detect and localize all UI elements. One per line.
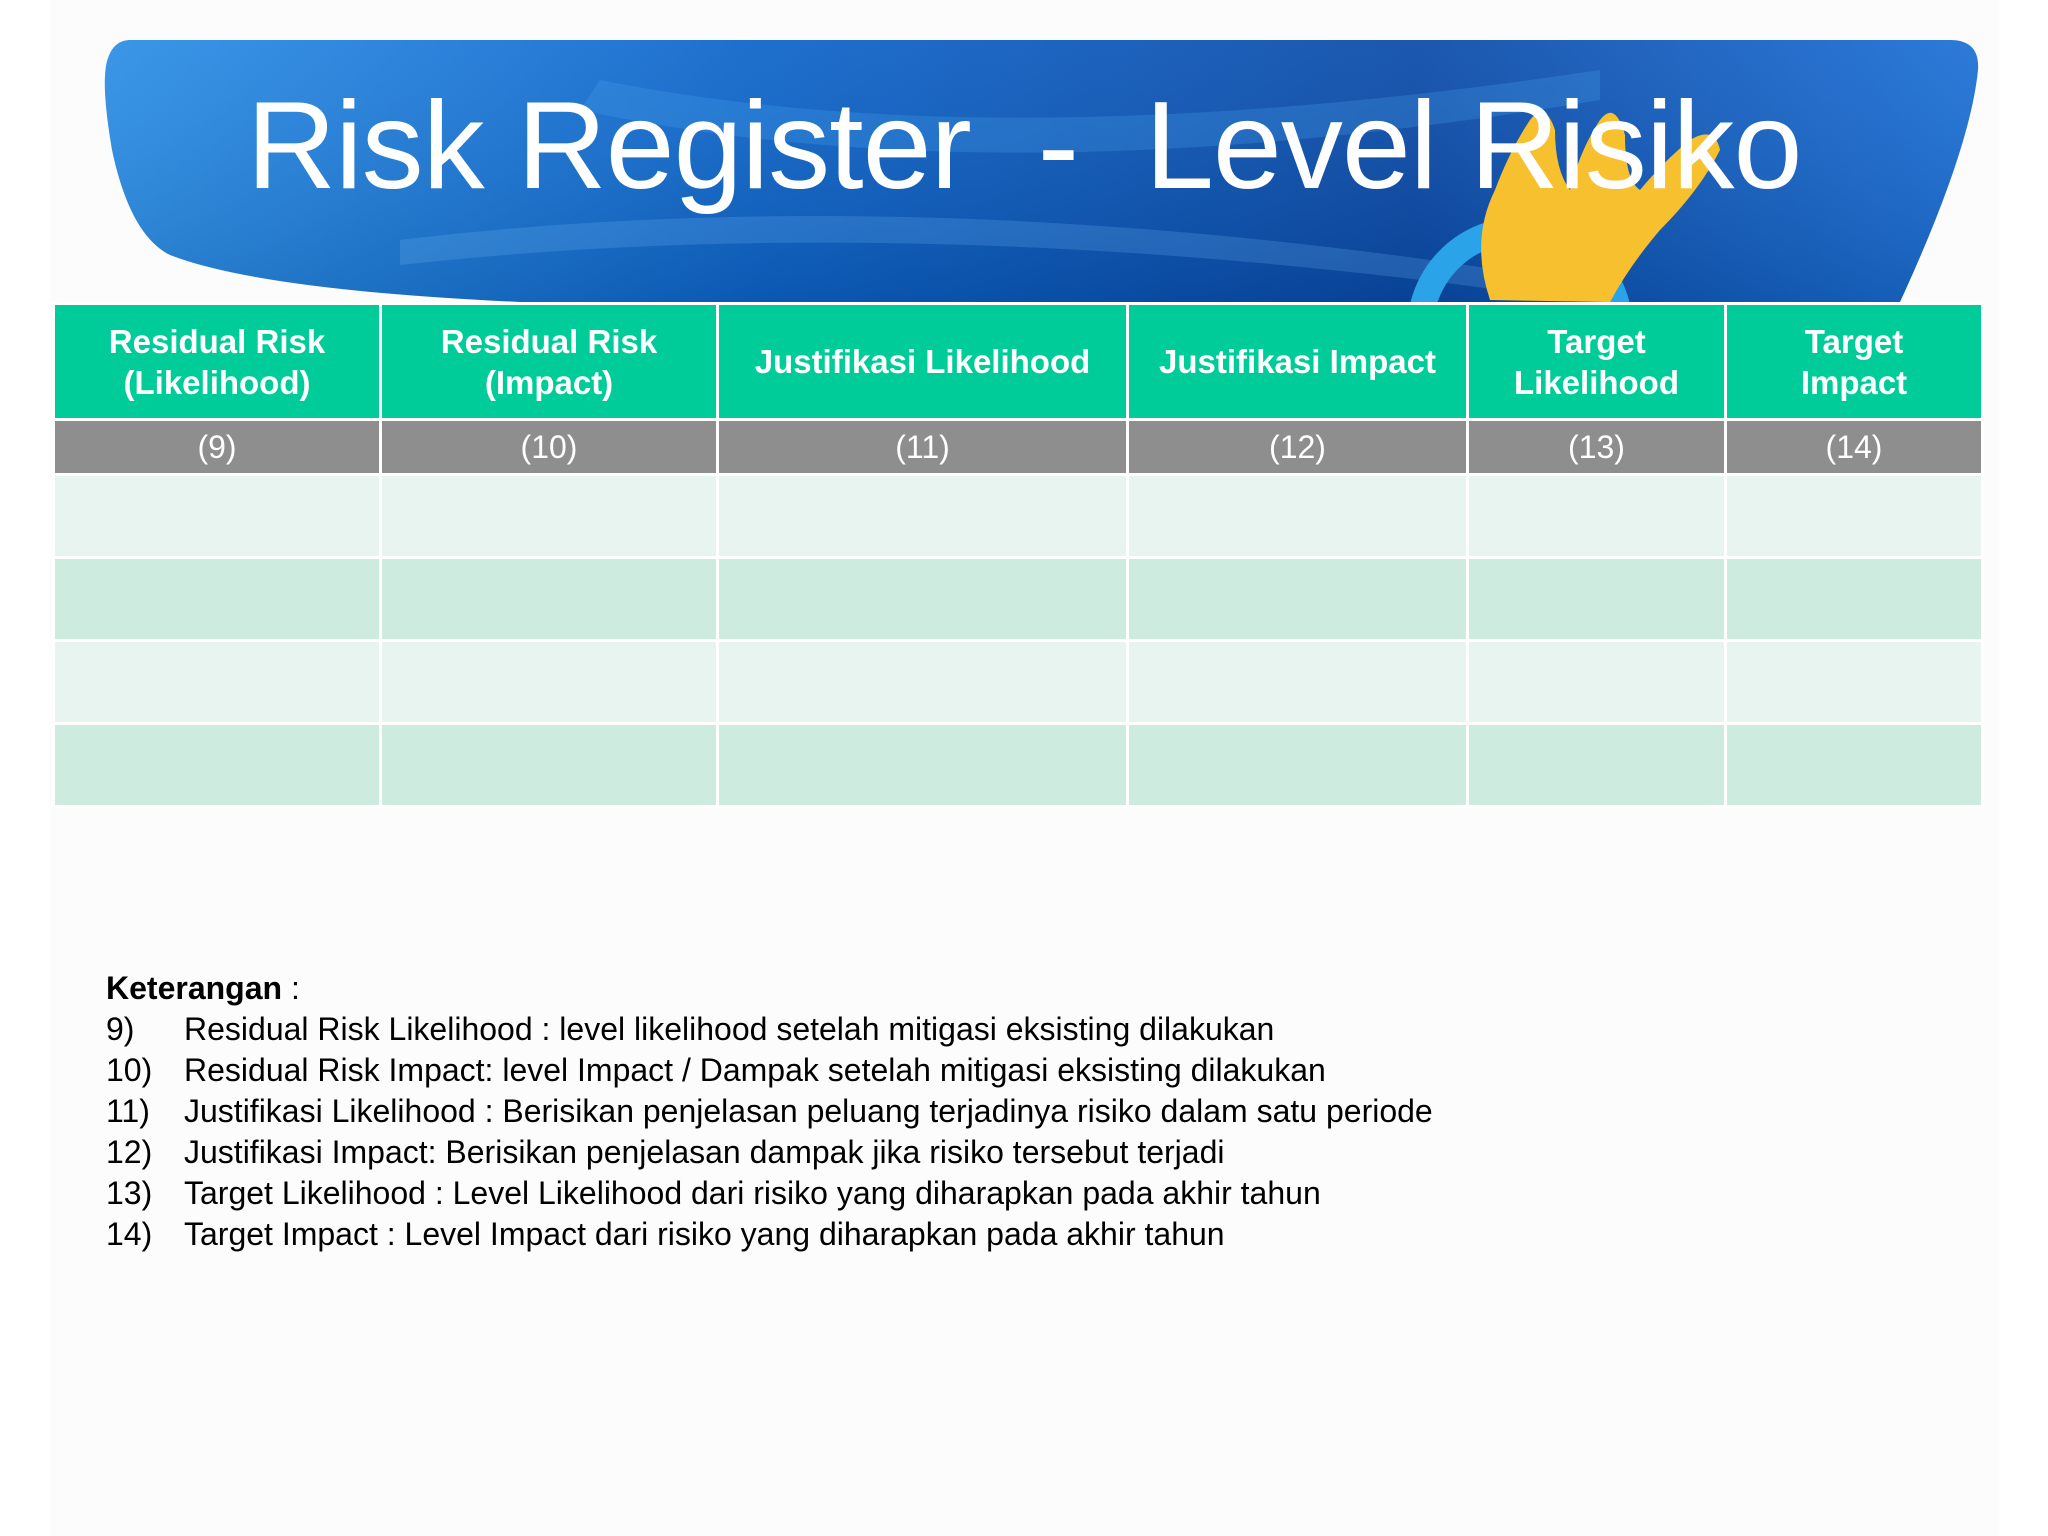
table-cell[interactable] [381,475,718,558]
column-number: (9) [54,420,381,475]
table-cell[interactable] [1468,724,1726,807]
table-cell[interactable] [1726,724,1983,807]
table-cell[interactable] [1128,475,1468,558]
table-cell[interactable] [381,558,718,641]
table-cell[interactable] [1726,558,1983,641]
table-cell[interactable] [1468,641,1726,724]
table-number-row [54,420,1983,475]
table-cell[interactable] [1128,724,1468,807]
column-number: (14) [1726,420,1983,475]
table-cell[interactable] [1128,641,1468,724]
list-item: 12) Justifikasi Impact: Berisikan penjelasan dampak jika risiko tersebut terjadi [106,1134,1225,1170]
column-number: (13) [1468,420,1726,475]
table-cell[interactable] [54,558,381,641]
table-cell[interactable] [1468,475,1726,558]
header-justifikasi-impact: Justifikasi Impact [1128,304,1468,420]
table-cell[interactable] [718,475,1128,558]
table-cell[interactable] [54,475,381,558]
list-item: 11) Justifikasi Likelihood : Berisikan penjelasan peluang terjadinya risiko dalam satu periode [106,1093,1433,1129]
table-row [54,724,1983,807]
column-number: (12) [1128,420,1468,475]
table-cell[interactable] [54,724,381,807]
header-residual-risk-impact: Residual Risk (Impact) [381,304,718,420]
table-cell[interactable] [381,724,718,807]
table-cell[interactable] [381,641,718,724]
table-header-row [54,304,1983,420]
table-cell[interactable] [718,558,1128,641]
table-row [54,475,1983,558]
column-number: (11) [718,420,1128,475]
legend-heading: Keterangan : [106,970,300,1006]
column-number: (10) [381,420,718,475]
page-title: Risk Register - Level Risiko [246,77,1802,215]
risk-register-table [52,302,1984,808]
header-target-likelihood: Target Likelihood [1468,304,1726,420]
table-cell[interactable] [718,641,1128,724]
table-row [54,641,1983,724]
table-cell[interactable] [718,724,1128,807]
table-row [54,558,1983,641]
list-item: 10) Residual Risk Impact: level Impact / Dampak setelah mitigasi eksisting dilakukan [106,1052,1326,1088]
table-cell[interactable] [1128,558,1468,641]
table-cell[interactable] [1726,475,1983,558]
table-cell[interactable] [1468,558,1726,641]
header-residual-risk-likelihood: Residual Risk (Likelihood) [54,304,381,420]
header-justifikasi-likelihood: Justifikasi Likelihood [718,304,1128,420]
list-item: 9) Residual Risk Likelihood : level likelihood setelah mitigasi eksisting dilakukan [106,1011,1275,1047]
list-item: 14) Target Impact : Level Impact dari risiko yang diharapkan pada akhir tahun [106,1216,1225,1252]
header-target-impact: Target Impact [1726,304,1983,420]
table-cell[interactable] [1726,641,1983,724]
list-item: 13) Target Likelihood : Level Likelihood dari risiko yang diharapkan pada akhir tahun [106,1175,1321,1211]
legend [106,968,1806,1255]
table-cell[interactable] [54,641,381,724]
